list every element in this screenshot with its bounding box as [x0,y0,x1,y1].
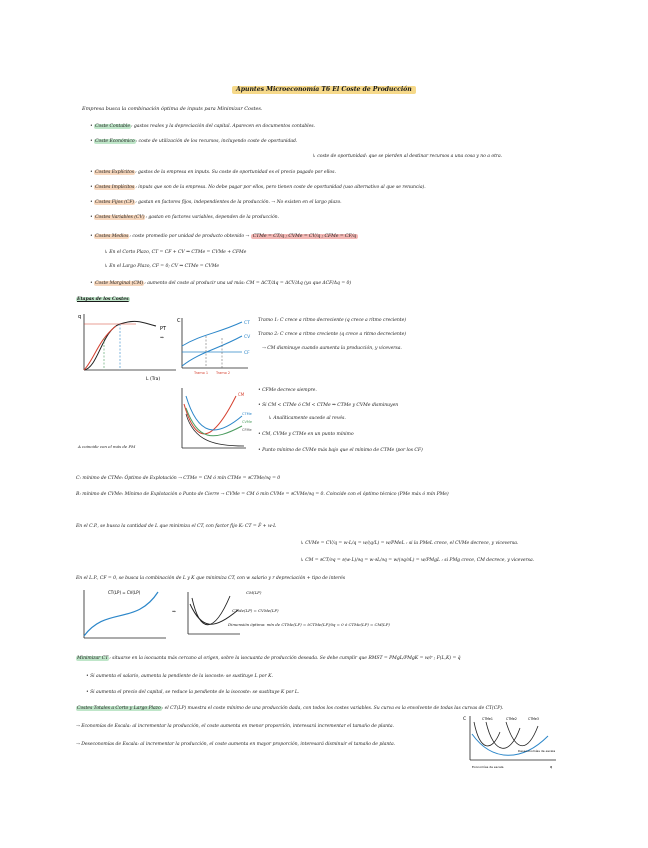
coste-contable: • Coste Contable: gastos reales y la depreciación del capital. Aparecen en documentos contables. [90,124,315,129]
graph3-curve-cvme: CVMe [242,420,253,424]
medios-formula: CTMe = CT/q ; CVMe = CV/q ; CFMe = CF/q [252,234,357,239]
graph4-curve-label: CT(LP) = CV(LP) [108,590,141,595]
cp-eq2: ↳ CM = ∂CT/∂q = ∂(w·L)/∂q = w·∂L/∂q = w/(∂q/∂L) = w/PMgL : si PMg crece, CM decrece, y viceversa. [300,558,535,563]
graph2-tramo1: Tramo 1 [194,371,209,375]
graph6-curve-1: CTMe1 [482,717,493,721]
tramo-2: Tramo 2: C crece a ritmo creciente (q crece a ritmo decreciente) [258,332,406,337]
costes-implicitos: • Costes Implícitos: inputs que son de la empresa. No debe pagar por ellos, pero tienen coste de oportunidad (uso alternativo al que se renuncia). [90,185,426,190]
corto-plazo-line: ↳ En el Corto Plazo, CT = CF + CV ⇒ CTMe = CVMe + CFMe [104,250,247,255]
costes-fijos: • Costes Fijos (CF): gastan en factores fijos, independientes de la producción. → No existen en el largo plazo. [90,200,342,205]
costes-explicitos: • Costes Explícitos: gastos de la empresa en inputs. Su coste de oportunidad es el precio pagado por ellos. [90,170,336,175]
graph2-curve-cf: CF [244,351,250,356]
graph2-tramo2: Tramo 2 [216,371,231,375]
lp-line: En el L.P., CF = 0, se busca la combinación de L y K que minimiza CT, con w salario y r depreciación + tipo de interés [76,576,346,581]
min-bullet-2: • Si aumenta el precio del capital, se reduce la pendiente de la isocoste: se sustituye K por L. [86,690,300,695]
coste-marginal: • Coste Marginal (CM): aumento del coste al producir una ud más: CM = ΔCT/Δq = ΔCV/Δq (ya que ΔCF/Δq = 0) [90,281,352,286]
graph-envolvente [462,712,562,772]
min-bullet-1: • Si aumenta el salario, aumenta la pendiente de la isocoste: se sustituye L por K. [86,674,273,679]
page-title: Apuntes Microeconomía T6 El Coste de Producción [232,86,416,94]
graph1-curve-label: PT [160,326,167,332]
tramo-note: → CM disminuye cuando aumenta la producción, y viceversa. [262,346,402,351]
graph-ct-lp [76,586,171,644]
tramo-1: Tramo 1: C crece a ritmo decreciente (q crece a ritmo creciente) [258,318,406,323]
corto-largo-line: Costes Totales a Corto y Largo Plazo: el CT(LP) muestra el coste mínimo de una producción dada, con todos los costes variables. Su curva es la envolvente de todas las curvas de CT(CP). [77,706,504,711]
graph1-y-label: q [78,314,82,320]
graph2-y-label: C [177,318,181,324]
graph1-note: A coincide con el máx de PM [78,444,136,449]
graph3-curve-cm: CM [238,392,245,397]
graph-production [76,310,186,385]
bullet3-4: • CM, CVMe y CTMe en un punto mínimo [258,432,354,437]
economias-line: → Economías de Escala: al incrementar la producción, el coste aumenta en menor proporción, interesará incrementar el tamaño de planta. [76,724,394,729]
graph6-label-3: q [550,765,553,769]
graph4-arrow: ⇒ [172,610,176,615]
cp-line: En el C.P., se busca la cantidad de L que minimiza el CT, con factor fijo K: CT = F̄ + w·L [76,524,277,529]
graph1-arrow: ⇒ [160,336,164,341]
bullet3-3: ↳ Analíticamente sucede al revés. [268,416,346,421]
deseconomias-line: → Deseconomías de Escala: al incrementar la producción, el coste aumenta en mayor proporción, interesará disminuir el tamaño de planta. [76,742,396,747]
graph5-note: Dimensión óptima: mín de CTMe(LP) = ∂CTMe(LP)/∂q = 0 ó CTMe(LP) = CM(LP) [228,622,390,627]
min-c-line: C: mínimo de CTMe: Óptimo de Explotación → CTMe = CM ó mín CTMe = ∂CTMe/∂q = 0 [76,476,281,481]
min-ct-formula: RMST = PMgL/PMgK = w/r ; F(L,K) = q̄ [368,656,461,661]
largo-plazo-line: ↳ En el Largo Plazo, CF = 0; CV ⇒ CTMe = CVMe [104,264,220,269]
graph6-y-label: C [463,717,467,722]
min-b-line: B: mínimo de CVMe: Mínimo de Explotación o Punto de Cierre → CVMe = CM ó mín CVMe = ∂CVMe/∂q = 0. Coincide con el óptimo técnico (PMe máx ó mín PMe) [76,492,449,497]
graph6-curve-3: CTMe3 [528,717,539,721]
graph5-curve-ctme: CTMe(LP) = CVMe(LP) [232,608,279,613]
graph-costes-medios [176,386,256,458]
costes-medios: • Costes Medios: coste promedio por unidad de producto obtenido → CTMe = CT/q ; CVMe = CV/q ; CFMe = CF/q [90,234,357,239]
graph6-label-2: Deseconomías de escala [518,749,556,753]
etapas-title: Etapas de los Costes [77,297,129,302]
graph-cme-lp [184,590,244,638]
graph1-x-label: L (Tra) [146,377,161,382]
bullet3-5: • Punto mínimo de CVMe más bajo que el mínimo de CTMe (por los CF) [258,448,423,453]
bullet3-1: • CFMe decrece siempre. [258,388,317,393]
intro-text: Empresa busca la combinación óptima de inputs para Minimizar Costes. [82,106,263,112]
graph5-curve-cm: CM(LP) [246,590,262,595]
graph-costes-totales [176,316,261,381]
graph2-curve-ct: CT [244,321,250,326]
oportunidad-note: ↳ coste de oportunidad: que se pierden al destinar recursos a una cosa y no a otra. [312,154,503,159]
cp-eq1: ↳ CVMe = CV/q = w·L/q = w/(q/L) = w/PMeL : si la PMeL crece, el CVMe decrece, y viceversa. [300,541,519,546]
min-ct-line: Minimizar CT: situarse en la isocuanta más cercano al origen, sobre la isocuanta de producción deseada. Se debe cumplir que RMST = PMgL/PMgK = w/r ; F(L,K) = q̄ [77,656,461,661]
graph6-curve-2: CTMe2 [506,717,517,721]
costes-variables: • Costes Variables (CV): gastan en factores variables, dependen de la producción. [90,215,279,220]
graph2-curve-cv: CV [244,335,251,340]
coste-economico: • Coste Económico: coste de utilización de los recursos, incluyendo coste de oportunidad. [90,139,298,144]
graph6-label-1: Economías de escala [472,765,504,769]
graph3-curve-ctme: CTMe [242,412,252,416]
bullet3-2: • Si CM < CTMe ó CM < CTMe ⇒ CTMe y CVMe disminuyen [258,403,399,408]
graph3-curve-cfme: CFMe [242,428,252,432]
